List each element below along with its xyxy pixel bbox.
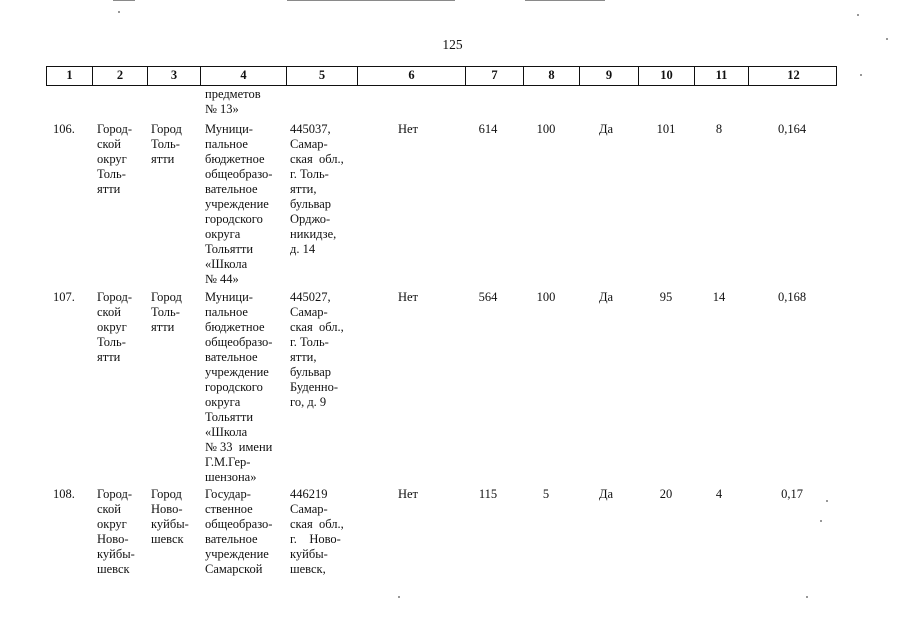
col6-cell: Нет bbox=[397, 487, 419, 501]
organization-cell: Муници- пальное бюджетное общеобразо- вательное учреждение городского округа Тольятти «Школа № 33 имени Г.М.Гер- шензона» bbox=[205, 290, 273, 484]
column-header-10: 10 bbox=[638, 67, 694, 85]
column-header-5: 5 bbox=[286, 67, 357, 85]
address-cell: 445027, Самар- ская обл., г. Толь- ятти, бульвар Буденно- го, д. 9 bbox=[290, 290, 344, 409]
row-number: 106. bbox=[53, 122, 75, 136]
col7-cell: 115 bbox=[478, 487, 498, 501]
col6-cell: Нет bbox=[397, 122, 419, 136]
column-header-2: 2 bbox=[92, 67, 147, 85]
locality-cell: Город Толь- ятти bbox=[151, 290, 182, 334]
col11-cell: 14 bbox=[712, 290, 726, 304]
col9-cell: Да bbox=[598, 487, 614, 501]
address-cell: 445037, Самар- ская обл., г. Толь- ятти, бульвар Орджо- никидзе, д. 14 bbox=[290, 122, 344, 256]
column-header-4: 4 bbox=[200, 67, 286, 85]
organization-cell: Муници- пальное бюджетное общеобразо- вательное учреждение городского округа Тольятти «Школа № 44» bbox=[205, 122, 273, 286]
col10-cell: 101 bbox=[656, 122, 676, 136]
scan-speck bbox=[826, 500, 828, 502]
locality-cell: Город Толь- ятти bbox=[151, 122, 182, 166]
table-header-row bbox=[46, 66, 837, 86]
col12-cell: 0,168 bbox=[777, 290, 807, 304]
locality-cell: Город Ново- куйбы- шевск bbox=[151, 487, 189, 546]
column-header-11: 11 bbox=[694, 67, 748, 85]
municipality-cell: Город- ской округ Толь- ятти bbox=[97, 290, 133, 364]
col7-cell: 614 bbox=[478, 122, 498, 136]
municipality-cell: Город- ской округ Толь- ятти bbox=[97, 122, 133, 196]
col7-cell: 564 bbox=[478, 290, 498, 304]
row-number: 108. bbox=[53, 487, 75, 501]
col8-cell: 100 bbox=[536, 290, 556, 304]
scan-edge-line bbox=[287, 0, 455, 1]
organization-cell: Государ- ственное общеобразо- вательное учреждение Самарской bbox=[205, 487, 273, 576]
scan-speck bbox=[857, 14, 859, 16]
column-header-8: 8 bbox=[523, 67, 579, 85]
column-header-9: 9 bbox=[579, 67, 638, 85]
column-header-1: 1 bbox=[66, 68, 73, 82]
scan-edge-line bbox=[525, 0, 605, 1]
column-header-3: 3 bbox=[147, 67, 200, 85]
scan-speck bbox=[398, 596, 400, 598]
page-number: 125 bbox=[442, 37, 463, 52]
continued-cell-text: предметов № 13» bbox=[205, 87, 261, 116]
col9-cell: Да bbox=[598, 122, 614, 136]
col6-cell: Нет bbox=[397, 290, 419, 304]
column-header-7: 7 bbox=[465, 67, 523, 85]
row-number: 107. bbox=[53, 290, 75, 304]
col11-cell: 4 bbox=[715, 487, 723, 501]
scan-speck bbox=[860, 74, 862, 76]
scan-speck bbox=[806, 596, 808, 598]
col8-cell: 5 bbox=[542, 487, 550, 501]
col12-cell: 0,17 bbox=[781, 487, 803, 501]
col9-cell: Да bbox=[598, 290, 614, 304]
scan-edge-line bbox=[113, 0, 135, 1]
col12-cell: 0,164 bbox=[777, 122, 807, 136]
municipality-cell: Город- ской округ Ново- куйбы- шевск bbox=[97, 487, 135, 576]
col10-cell: 95 bbox=[659, 290, 673, 304]
column-header-12: 12 bbox=[748, 67, 838, 85]
scan-speck bbox=[820, 520, 822, 522]
col10-cell: 20 bbox=[659, 487, 673, 501]
column-header-6: 6 bbox=[357, 67, 465, 85]
address-cell: 446219 Самар- ская обл., г. Ново- куйбы- шевск, bbox=[290, 487, 344, 576]
col11-cell: 8 bbox=[715, 122, 723, 136]
scan-speck bbox=[118, 11, 120, 13]
col8-cell: 100 bbox=[536, 122, 556, 136]
